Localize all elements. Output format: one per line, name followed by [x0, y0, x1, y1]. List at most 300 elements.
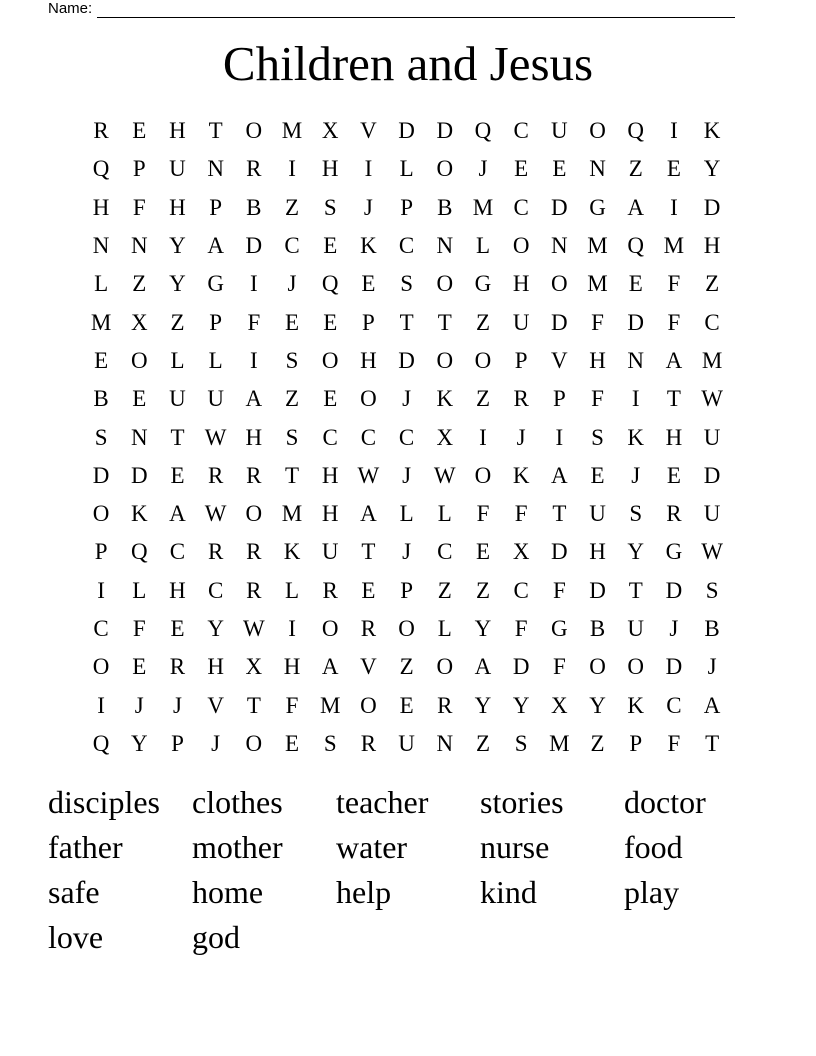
grid-letter: Z	[437, 577, 452, 603]
grid-letter: L	[132, 577, 147, 603]
grid-letter: E	[94, 347, 109, 373]
grid-letter: Y	[169, 271, 186, 297]
grid-row	[82, 112, 731, 150]
grid-letter: C	[169, 539, 186, 565]
grid-letter: P	[209, 194, 223, 220]
grid-letter: P	[400, 194, 413, 220]
grid-letter: O	[360, 692, 377, 718]
grid-letter: S	[323, 194, 337, 220]
grid-letter: D	[551, 539, 568, 565]
grid-letter: S	[285, 347, 299, 373]
grid-letter: K	[512, 462, 530, 488]
grid-letter: S	[629, 501, 643, 527]
grid-letter: T	[246, 692, 261, 718]
word-bank-item: play	[624, 874, 680, 910]
grid-letter: R	[246, 539, 262, 565]
grid-letter: S	[591, 424, 604, 450]
grid-letter: B	[704, 616, 720, 641]
grid-letter: X	[321, 118, 339, 144]
grid-letter: T	[208, 118, 223, 144]
grid-letter: H	[283, 654, 301, 680]
grid-letter: I	[97, 577, 105, 603]
grid-letter: C	[284, 233, 300, 259]
grid-letter: O	[627, 654, 645, 680]
grid-letter: C	[437, 539, 453, 565]
grid-letter: J	[172, 692, 182, 718]
grid-letter: U	[398, 730, 415, 756]
grid-letter: K	[130, 501, 148, 527]
grid-letter: O	[436, 654, 454, 680]
grid-letter: R	[666, 501, 682, 527]
grid-letter: C	[513, 194, 529, 220]
grid-letter: H	[321, 462, 339, 488]
grid-letter: D	[398, 118, 415, 144]
grid-letter: N	[436, 730, 454, 756]
grid-letter: H	[169, 194, 186, 220]
grid-letter: H	[589, 539, 606, 565]
grid-letter: Z	[475, 309, 490, 335]
grid-letter: F	[667, 309, 681, 335]
grid-letter: T	[628, 577, 643, 603]
grid-letter: Z	[399, 654, 414, 680]
grid-letter: S	[94, 424, 108, 450]
grid-letter: G	[551, 616, 568, 641]
grid-letter: M	[90, 309, 112, 335]
word-bank-item: love	[48, 919, 104, 955]
grid-letter: F	[591, 386, 604, 412]
grid-letter: L	[285, 577, 300, 603]
grid-letter: I	[288, 616, 296, 641]
grid-letter: S	[323, 730, 337, 756]
grid-letter: N	[130, 233, 148, 259]
word-bank-item: nurse	[480, 829, 550, 865]
grid-letter: R	[93, 118, 109, 144]
grid-letter: D	[551, 309, 568, 335]
grid-letter: F	[552, 654, 566, 680]
grid-letter: E	[132, 654, 147, 680]
grid-letter: O	[474, 462, 492, 488]
word-bank-item: father	[48, 829, 123, 865]
grid-letter: C	[513, 577, 529, 603]
grid-letter: Y	[627, 539, 645, 565]
grid-letter: X	[512, 539, 530, 565]
grid-letter: E	[666, 462, 681, 488]
grid-letter: O	[589, 118, 606, 144]
grid-letter: E	[285, 309, 300, 335]
grid-letter: O	[130, 347, 148, 373]
grid-letter: E	[323, 386, 338, 412]
grid-letter: W	[701, 539, 723, 565]
grid-letter: F	[247, 309, 261, 335]
grid-letter: E	[628, 271, 643, 297]
grid-letter: R	[169, 654, 186, 680]
grid-letter: U	[627, 616, 645, 641]
grid-letter: C	[513, 118, 529, 144]
word-bank-item: water	[336, 829, 408, 865]
grid-letter: J	[211, 730, 221, 756]
grid-letter: D	[703, 462, 721, 488]
grid-letter: A	[665, 347, 683, 373]
grid-letter: O	[92, 654, 110, 680]
grid-letter: E	[132, 386, 147, 412]
grid-letter: M	[663, 233, 685, 259]
grid-letter: H	[321, 501, 339, 527]
grid-letter: P	[400, 577, 413, 603]
grid-letter: Y	[130, 730, 148, 756]
grid-letter: D	[589, 577, 606, 603]
grid-letter: T	[285, 462, 300, 488]
grid-letter: L	[170, 347, 185, 373]
grid-letter: J	[402, 386, 412, 412]
grid-letter: F	[132, 616, 146, 641]
grid-letter: R	[322, 577, 338, 603]
grid-letter: Q	[92, 730, 110, 756]
grid-letter: Y	[169, 233, 186, 259]
grid-letter: M	[549, 730, 570, 756]
grid-letter: M	[281, 501, 303, 527]
grid-letter: P	[362, 309, 375, 335]
grid-row	[82, 533, 731, 571]
grid-letter: Q	[474, 118, 492, 144]
grid-letter: H	[169, 577, 186, 603]
grid-letter: C	[360, 424, 377, 450]
word-bank-item: stories	[480, 784, 564, 820]
grid-letter: G	[665, 539, 683, 565]
grid-row	[82, 342, 731, 380]
grid-letter: N	[436, 233, 454, 259]
word-bank-item: help	[336, 874, 392, 910]
grid-letter: A	[169, 501, 186, 527]
grid-letter: M	[587, 271, 608, 297]
grid-letter: T	[170, 424, 185, 450]
grid-row	[82, 457, 731, 495]
grid-letter: E	[323, 309, 338, 335]
grid-row	[82, 686, 731, 724]
grid-letter: C	[666, 692, 682, 718]
grid-letter: U	[321, 539, 339, 565]
grid-letter: Z	[170, 309, 185, 335]
grid-letter: L	[94, 271, 109, 297]
grid-letter: P	[629, 730, 643, 756]
grid-letter: P	[171, 730, 184, 756]
grid-letter: F	[285, 692, 299, 718]
grid-letter: F	[667, 730, 681, 756]
grid-letter: G	[589, 194, 606, 220]
grid-letter: E	[666, 156, 681, 182]
grid-letter: W	[242, 616, 265, 641]
grid-letter: Y	[474, 616, 492, 641]
word-bank-item: kind	[480, 874, 537, 910]
grid-letter: W	[357, 462, 380, 488]
grid-letter: D	[551, 194, 568, 220]
grid-letter: Z	[475, 386, 490, 412]
grid-row	[82, 227, 731, 265]
grid-letter: J	[402, 539, 412, 565]
grid-letter: O	[436, 347, 454, 373]
grid-letter: S	[514, 730, 528, 756]
grid-letter: J	[478, 156, 488, 182]
grid-letter: O	[589, 654, 606, 680]
grid-letter: V	[360, 654, 377, 680]
grid-letter: I	[479, 424, 487, 450]
grid-letter: H	[589, 347, 606, 373]
grid-letter: I	[250, 271, 258, 297]
grid-letter: N	[627, 347, 645, 373]
grid-letter: U	[169, 386, 186, 412]
grid-letter: C	[207, 577, 224, 603]
grid-letter: V	[551, 347, 568, 373]
grid-letter: D	[627, 309, 645, 335]
grid-letter: F	[552, 577, 566, 603]
grid-letter: X	[551, 692, 568, 718]
grid-letter: U	[207, 386, 224, 412]
grid-letter: Y	[474, 692, 492, 718]
grid-letter: Y	[512, 692, 530, 718]
grid-letter: N	[92, 233, 110, 259]
grid-letter: D	[512, 654, 530, 680]
grid-letter: G	[474, 271, 492, 297]
grid-letter: E	[170, 462, 185, 488]
grid-letter: K	[703, 118, 721, 144]
grid-letter: O	[436, 156, 454, 182]
grid-letter: D	[703, 194, 721, 220]
grid-letter: C	[398, 424, 415, 450]
grid-letter: E	[285, 730, 300, 756]
grid-letter: R	[360, 616, 377, 641]
grid-row	[82, 648, 731, 686]
grid-letter: C	[398, 233, 415, 259]
grid-letter: P	[94, 539, 108, 565]
grid-letter: M	[472, 194, 494, 220]
grid-letter: K	[627, 692, 645, 718]
grid-letter: Q	[92, 156, 110, 182]
grid-letter: I	[670, 118, 678, 144]
grid-letter: W	[204, 501, 227, 527]
grid-letter: I	[288, 156, 296, 182]
grid-letter: J	[631, 462, 641, 488]
grid-letter: Z	[132, 271, 147, 297]
grid-letter: E	[132, 118, 147, 144]
name-blank-line	[97, 3, 735, 18]
grid-letter: R	[246, 156, 262, 182]
grid-row	[82, 150, 731, 188]
page-title: Children and Jesus	[222, 36, 594, 91]
grid-letter: F	[514, 616, 528, 641]
grid-letter: X	[245, 654, 263, 680]
grid-letter: B	[437, 194, 453, 220]
grid-letter: P	[132, 156, 146, 182]
grid-letter: R	[246, 462, 262, 488]
grid-letter: P	[209, 309, 223, 335]
grid-letter: Y	[703, 156, 721, 182]
grid-letter: I	[364, 156, 373, 182]
grid-letter: H	[92, 194, 110, 220]
grid-letter: H	[169, 118, 186, 144]
grid-letter: E	[170, 616, 185, 641]
grid-letter: R	[360, 730, 377, 756]
word-bank-item: teacher	[336, 784, 429, 820]
grid-letter: A	[321, 654, 339, 680]
grid-letter: M	[319, 692, 341, 718]
grid-letter: P	[552, 386, 566, 412]
grid-row	[82, 495, 731, 533]
word-bank-item: safe	[48, 874, 100, 910]
grid-letter: A	[360, 501, 377, 527]
grid-letter: J	[669, 616, 679, 641]
name-field	[48, 0, 735, 18]
grid-letter: O	[398, 616, 415, 641]
word-bank	[48, 780, 768, 960]
grid-letter: E	[475, 539, 490, 565]
grid-letter: J	[363, 194, 373, 220]
grid-letter: M	[701, 347, 723, 373]
word-bank-item: doctor	[624, 784, 706, 820]
grid-letter: H	[665, 424, 683, 450]
grid-letter: Q	[627, 233, 645, 259]
grid-letter: P	[514, 347, 528, 373]
grid-letter: T	[399, 309, 414, 335]
grid-letter: D	[665, 577, 683, 603]
grid-letter: O	[436, 271, 454, 297]
grid-letter: Z	[705, 271, 720, 297]
grid-letter: M	[281, 118, 303, 144]
grid-letter: E	[552, 156, 567, 182]
grid-letter: V	[207, 692, 224, 718]
grid-letter: F	[591, 309, 604, 335]
grid-letter: U	[551, 118, 568, 144]
grid-letter: J	[707, 654, 717, 680]
grid-letter: F	[476, 501, 490, 527]
grid-letter: I	[97, 692, 105, 718]
grid-letter: B	[589, 616, 606, 641]
grid-letter: Z	[628, 156, 643, 182]
grid-letter: L	[437, 501, 452, 527]
word-bank-item: food	[624, 829, 683, 865]
grid-letter: O	[92, 501, 110, 527]
grid-letter: D	[398, 347, 415, 373]
grid-letter: J	[402, 462, 412, 488]
grid-letter: A	[703, 692, 721, 718]
grid-letter: E	[361, 271, 376, 297]
grid-letter: J	[516, 424, 526, 450]
grid-letter: L	[437, 616, 452, 641]
grid-letter: U	[703, 501, 721, 527]
grid-letter: T	[361, 539, 376, 565]
grid-letter: B	[246, 194, 262, 220]
grid-row	[82, 265, 731, 303]
grid-letter: H	[360, 347, 377, 373]
grid-letter: E	[399, 692, 414, 718]
grid-letter: A	[245, 386, 263, 412]
grid-letter: U	[512, 309, 530, 335]
grid-letter: H	[512, 271, 530, 297]
word-bank-item: clothes	[192, 784, 283, 820]
grid-letter: Z	[590, 730, 605, 756]
grid-letter: K	[283, 539, 301, 565]
grid-letter: E	[590, 462, 605, 488]
grid-letter: C	[93, 616, 109, 641]
grid-letter: Y	[207, 616, 224, 641]
grid-letter: Q	[130, 539, 148, 565]
grid-letter: D	[436, 118, 454, 144]
grid-letter: N	[130, 424, 148, 450]
grid-letter: I	[631, 386, 640, 412]
grid-letter: R	[246, 577, 262, 603]
grid-letter: I	[670, 194, 678, 220]
grid-letter: R	[207, 462, 224, 488]
grid-letter: S	[285, 424, 299, 450]
grid-letter: I	[555, 424, 564, 450]
word-bank-item: disciples	[48, 784, 160, 820]
grid-letter: O	[245, 730, 263, 756]
grid-letter: C	[322, 424, 338, 450]
grid-row	[82, 572, 731, 610]
grid-letter: O	[245, 118, 263, 144]
grid-letter: A	[207, 233, 224, 259]
grid-letter: J	[134, 692, 144, 718]
grid-letter: O	[551, 271, 568, 297]
grid-letter: N	[207, 156, 224, 182]
grid-letter: D	[130, 462, 148, 488]
grid-letter: O	[360, 386, 377, 412]
grid-letter: O	[245, 501, 263, 527]
grid-letter: W	[204, 424, 227, 450]
grid-letter: T	[705, 730, 720, 756]
grid-letter: O	[321, 347, 339, 373]
grid-letter: R	[513, 386, 529, 412]
grid-letter: K	[360, 233, 377, 259]
grid-letter: F	[132, 194, 146, 220]
grid-letter: V	[360, 118, 377, 144]
grid-letter: G	[207, 271, 224, 297]
grid-letter: H	[207, 654, 224, 680]
grid-letter: Z	[285, 386, 300, 412]
grid-letter: A	[474, 654, 492, 680]
grid-letter: S	[400, 271, 413, 297]
grid-letter: L	[399, 156, 414, 182]
letter-grid	[82, 112, 731, 763]
grid-letter: E	[514, 156, 529, 182]
grid-row	[82, 418, 731, 456]
grid-letter: K	[627, 424, 645, 450]
grid-letter: T	[552, 501, 567, 527]
grid-letter: A	[627, 194, 645, 220]
grid-letter: L	[399, 501, 414, 527]
grid-letter: X	[130, 309, 148, 335]
grid-letter: F	[667, 271, 681, 297]
grid-row	[82, 725, 731, 763]
word-bank-item: mother	[192, 829, 283, 865]
grid-letter: U	[169, 156, 186, 182]
grid-row	[82, 380, 731, 418]
grid-letter: H	[703, 233, 721, 259]
grid-letter: Z	[475, 730, 490, 756]
grid-letter: K	[436, 386, 454, 412]
grid-letter: W	[433, 462, 456, 488]
grid-letter: M	[587, 233, 608, 259]
grid-letter: T	[437, 309, 452, 335]
grid-letter: S	[705, 577, 719, 603]
grid-letter: Q	[321, 271, 339, 297]
grid-letter: H	[245, 424, 263, 450]
grid-row	[82, 189, 731, 227]
grid-letter: Z	[285, 194, 300, 220]
grid-letter: B	[93, 386, 109, 412]
grid-letter: O	[512, 233, 530, 259]
grid-letter: Q	[627, 118, 645, 144]
grid-letter: N	[589, 156, 606, 182]
grid-letter: A	[551, 462, 568, 488]
